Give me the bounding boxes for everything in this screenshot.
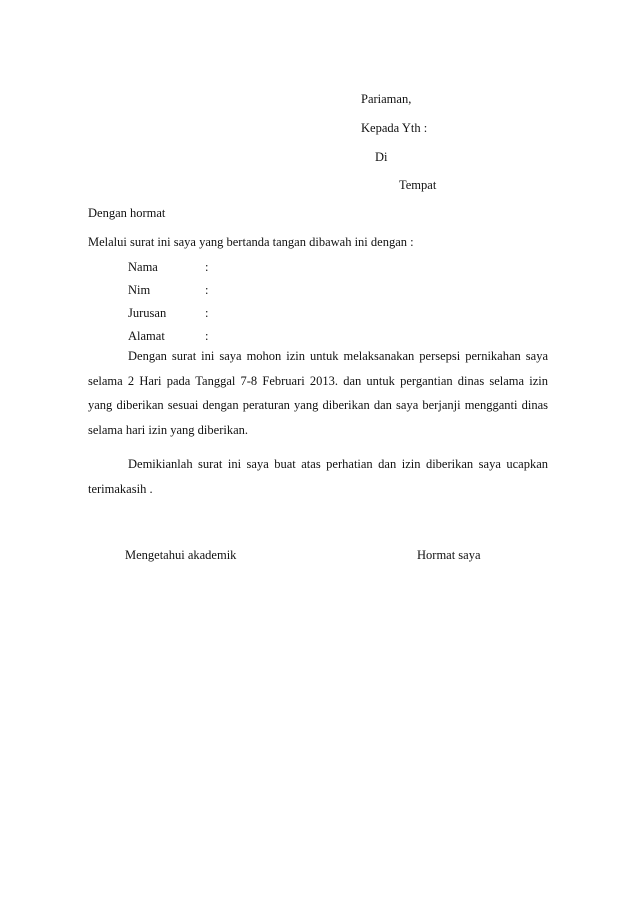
- field-label: Jurusan: [128, 306, 167, 320]
- field-label: Alamat: [128, 329, 165, 343]
- field-label: Nama: [128, 260, 158, 274]
- field-colon: :: [205, 306, 209, 320]
- field-colon: :: [205, 283, 209, 297]
- recipient-line: Kepada Yth :: [361, 121, 428, 135]
- greeting: Dengan hormat: [88, 206, 166, 220]
- signature-left: Mengetahui akademik: [125, 548, 237, 562]
- field-colon: :: [205, 260, 209, 274]
- signature-right: Hormat saya: [417, 548, 481, 562]
- recipient-place: Tempat: [399, 178, 437, 192]
- body-paragraph: Dengan surat ini saya mohon izin untuk melaksanakan persepsi pernikahan saya selama 2 Hari pada Tanggal 7-8 Februari 2013. dan untuk pergantian dinas selama izin yang diberikan sesuai dengan peraturan yang diberikan dan saya berjanji mengganti dinas selama hari izin yang diberikan.: [88, 349, 548, 437]
- intro-line: Melalui surat ini saya yang bertanda tangan dibawah ini dengan :: [88, 235, 414, 249]
- field-label: Nim: [128, 283, 151, 297]
- recipient-di: Di: [375, 150, 388, 164]
- closing-paragraph: Demikianlah surat ini saya buat atas perhatian dan izin diberikan saya ucapkan terimakasih .: [88, 457, 548, 496]
- field-colon: :: [205, 329, 209, 343]
- letter-city: Pariaman,: [361, 92, 412, 106]
